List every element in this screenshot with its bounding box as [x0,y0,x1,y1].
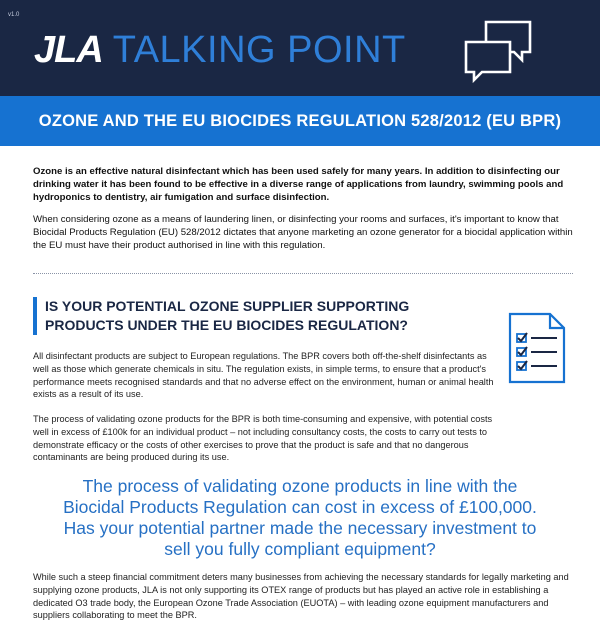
document-title: OZONE AND THE EU BIOCIDES REGULATION 528/2012 (EU BPR) [38,112,562,130]
body-paragraph-2: The process of validating ozone products for the BPR is both time-consuming and expensive, with potential costs well in excess of £100k for an individual product – not including consultancy costs, the costs to carry out tests to demonstrate efficacy or the costs of other exercises to prove that the product is safe and that no dangerous contaminants are being produced during its use. [33,414,493,463]
section-heading [33,297,433,335]
header [0,0,600,96]
body-paragraph-3: While such a steep financial commitment deters many businesses from achieving the necessary standards for legally marketing and supplying ozone products, JLA is not only supporting its OTEX range of products but has played an active role in establishing a dedicated O3 trade body, the European Ozone Trade Association (EUOTA) – with leading ozone equipment manufacturers and suppliers collaborating to meet the BPR. [33,572,569,621]
speech-bubbles-icon [462,18,534,84]
checklist-document-icon [508,312,566,384]
intro-paragraph-1: Ozone is an effective natural disinfectant which has been used safely for many years. In addition to disinfecting our drinking water it has been found to be effective in a diverse range of applications from laundry, swimming pools and hydroponics to dentistry, air fumigation and surface disinfection. [33,166,564,204]
brand-title [34,28,406,72]
intro-section [33,165,573,252]
brand-subtitle: TALKING POINT [112,29,406,71]
intro-paragraph-2: When considering ozone as a means of laundering linen, or disinfecting your rooms and surfaces, it's important to know that Biocidal Products Regulation (EU) 528/2012 dictates that anyone marketing an ozone generator for a biocidal application within the EU must have their product authorised in line with this regulation. [33,213,573,252]
pull-quote: The process of validating ozone products in line with the Biocidal Products Regulation can cost in excess of £100,000. Has your potential partner made the necessary investment to sell you fully compliant equipment? [63,476,537,559]
brand-logo: JLA [34,29,103,71]
section-divider [33,273,573,274]
body-paragraph-1: All disinfectant products are subject to European regulations. The BPR covers both off-the-shelf disinfectants as well as those which generate chemicals in situ. The regulation exists, in simple terms, to ensure that a product's performance meets recognised standards and that no adverse effect on the environment, human or animal health exists as a result of its use. [33,351,494,400]
section-title: IS YOUR POTENTIAL OZONE SUPPLIER SUPPORTING PRODUCTS UNDER THE EU BIOCIDES REGULATION? [45,298,410,333]
version-label: v1.0 [8,12,20,18]
title-banner [0,96,600,146]
